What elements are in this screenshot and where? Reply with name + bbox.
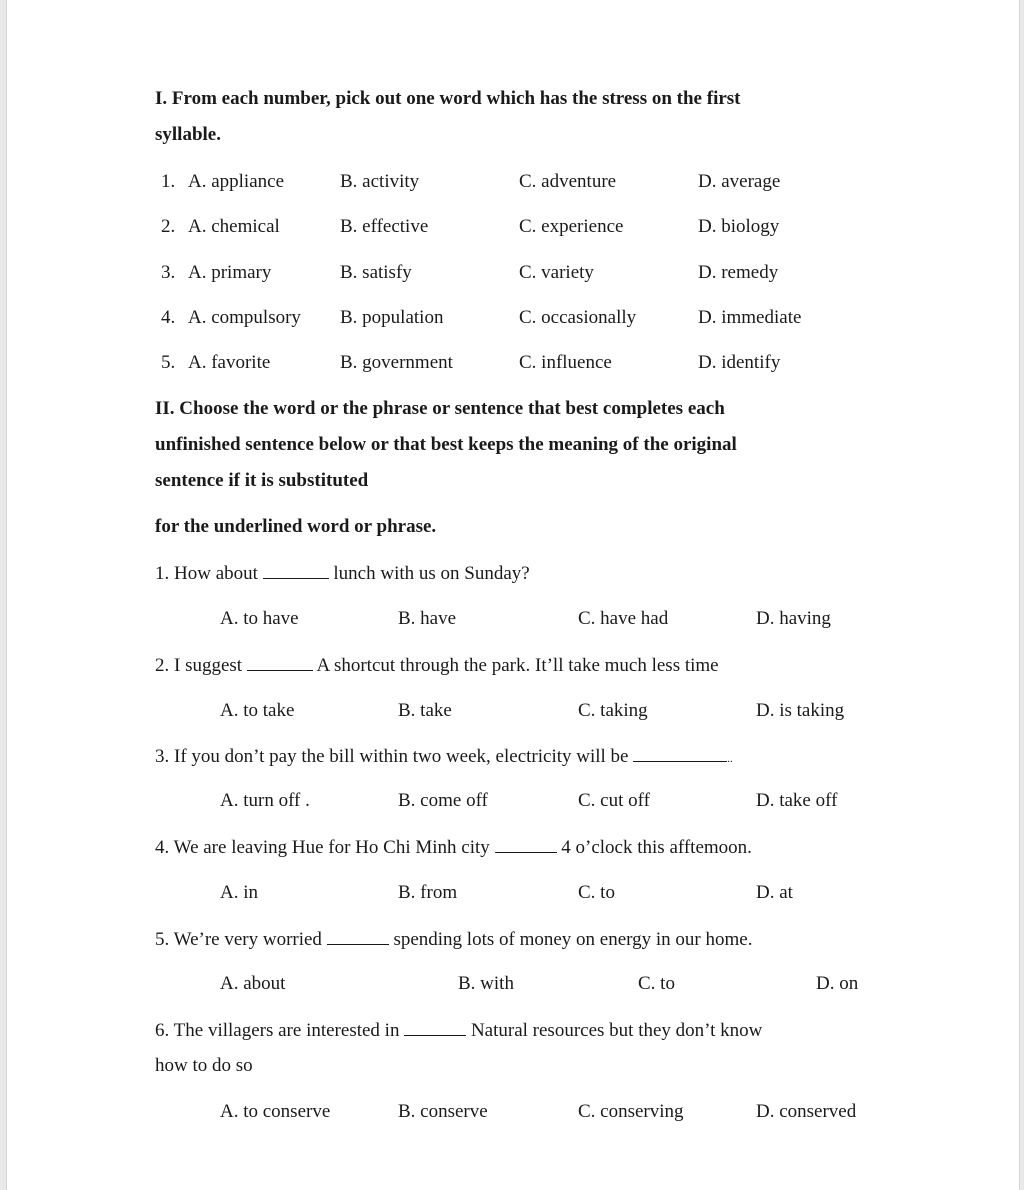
option-b: B. have bbox=[398, 608, 457, 629]
option-c: C. variety bbox=[519, 262, 594, 283]
option-a: A. to take bbox=[220, 700, 295, 721]
option-c: C. to bbox=[578, 882, 615, 903]
stem-text: 4. We are leaving Hue for Ho Chi Minh city bbox=[155, 837, 495, 858]
option-d: D. immediate bbox=[698, 307, 802, 328]
section2-title-line2: unfinished sentence below or that best keeps the meaning of the original bbox=[155, 434, 737, 455]
question-stem bbox=[155, 1018, 762, 1043]
stem-text: lunch with us on Sunday? bbox=[328, 563, 530, 584]
option-d: D. take off bbox=[756, 790, 838, 811]
answer-blank bbox=[327, 927, 389, 945]
item-number: 3. bbox=[161, 262, 176, 283]
answer-blank bbox=[495, 835, 557, 853]
section2-title-line1: II. Choose the word or the phrase or sentence that best completes each bbox=[155, 398, 725, 419]
stem-text: A shortcut through the park. It’ll take much less time bbox=[312, 655, 719, 676]
option-d: D. conserved bbox=[756, 1101, 857, 1122]
option-a: A. chemical bbox=[188, 216, 280, 237]
stem-text: 1. How about bbox=[155, 563, 263, 584]
option-c: C. cut off bbox=[578, 790, 650, 811]
option-b: B. from bbox=[398, 882, 458, 903]
question-stem-continuation: how to do so bbox=[155, 1055, 253, 1076]
option-b: B. satisfy bbox=[340, 262, 412, 283]
option-b: B. take bbox=[398, 700, 452, 721]
stem-text: 5. We’re very worried bbox=[155, 929, 327, 950]
option-d: D. remedy bbox=[698, 262, 779, 283]
option-b: B. conserve bbox=[398, 1101, 488, 1122]
option-d: D. biology bbox=[698, 216, 780, 237]
option-a: A. to conserve bbox=[220, 1101, 331, 1122]
option-c: C. influence bbox=[519, 352, 612, 373]
stem-text: 4 o’clock this afftemoon. bbox=[556, 837, 752, 858]
option-b: B. government bbox=[340, 352, 453, 373]
stem-text: 3. If you don’t pay the bill within two week, electricity will be bbox=[155, 746, 634, 767]
document-page bbox=[6, 0, 1020, 1190]
option-c: C. experience bbox=[519, 216, 624, 237]
stem-text: 6. The villagers are interested in bbox=[155, 1020, 405, 1041]
item-number: 1. bbox=[161, 171, 176, 192]
option-c: C. adventure bbox=[519, 171, 617, 192]
option-c: C. have had bbox=[578, 608, 669, 629]
option-a: A. turn off . bbox=[220, 790, 310, 811]
option-d: D. is taking bbox=[756, 700, 845, 721]
option-a: A. compulsory bbox=[188, 307, 301, 328]
option-b: B. come off bbox=[398, 790, 488, 811]
option-b: B. effective bbox=[340, 216, 429, 237]
stem-text: Natural resources but they don’t know bbox=[466, 1020, 763, 1041]
section2-title-line4: for the underlined word or phrase. bbox=[155, 516, 437, 537]
option-d: D. having bbox=[756, 608, 831, 629]
option-d: D. average bbox=[698, 171, 781, 192]
option-c: C. occasionally bbox=[519, 307, 637, 328]
option-b: B. population bbox=[340, 307, 444, 328]
option-c: C. to bbox=[638, 973, 675, 994]
item-number: 2. bbox=[161, 216, 176, 237]
option-d: D. identify bbox=[698, 352, 781, 373]
item-number: 4. bbox=[161, 307, 176, 328]
section2-title-line3: sentence if it is substituted bbox=[155, 470, 369, 491]
question-stem bbox=[155, 927, 752, 952]
stem-text: .. bbox=[727, 753, 733, 765]
option-d: D. on bbox=[816, 973, 859, 994]
stem-text: 2. I suggest bbox=[155, 655, 247, 676]
option-a: A. appliance bbox=[188, 171, 285, 192]
option-d: D. at bbox=[756, 882, 793, 903]
option-a: A. about bbox=[220, 973, 286, 994]
item-number: 5. bbox=[161, 352, 176, 373]
answer-blank bbox=[263, 561, 329, 579]
section1-title-line2: syllable. bbox=[155, 124, 221, 145]
option-b: B. activity bbox=[340, 171, 420, 192]
section1-title-line1: I. From each number, pick out one word which has the stress on the first bbox=[155, 88, 741, 109]
option-b: B. with bbox=[458, 973, 514, 994]
option-c: C. conserving bbox=[578, 1101, 684, 1122]
option-a: A. primary bbox=[188, 262, 272, 283]
answer-blank bbox=[633, 744, 727, 762]
answer-blank bbox=[247, 653, 313, 671]
option-a: A. favorite bbox=[188, 352, 271, 373]
question-stem bbox=[155, 744, 733, 771]
option-a: A. to have bbox=[220, 608, 299, 629]
option-c: C. taking bbox=[578, 700, 648, 721]
question-stem bbox=[155, 561, 530, 586]
question-stem bbox=[155, 653, 719, 678]
option-a: A. in bbox=[220, 882, 258, 903]
question-stem bbox=[155, 835, 752, 860]
answer-blank bbox=[404, 1018, 466, 1036]
stem-text: spending lots of money on energy in our home. bbox=[388, 929, 753, 950]
